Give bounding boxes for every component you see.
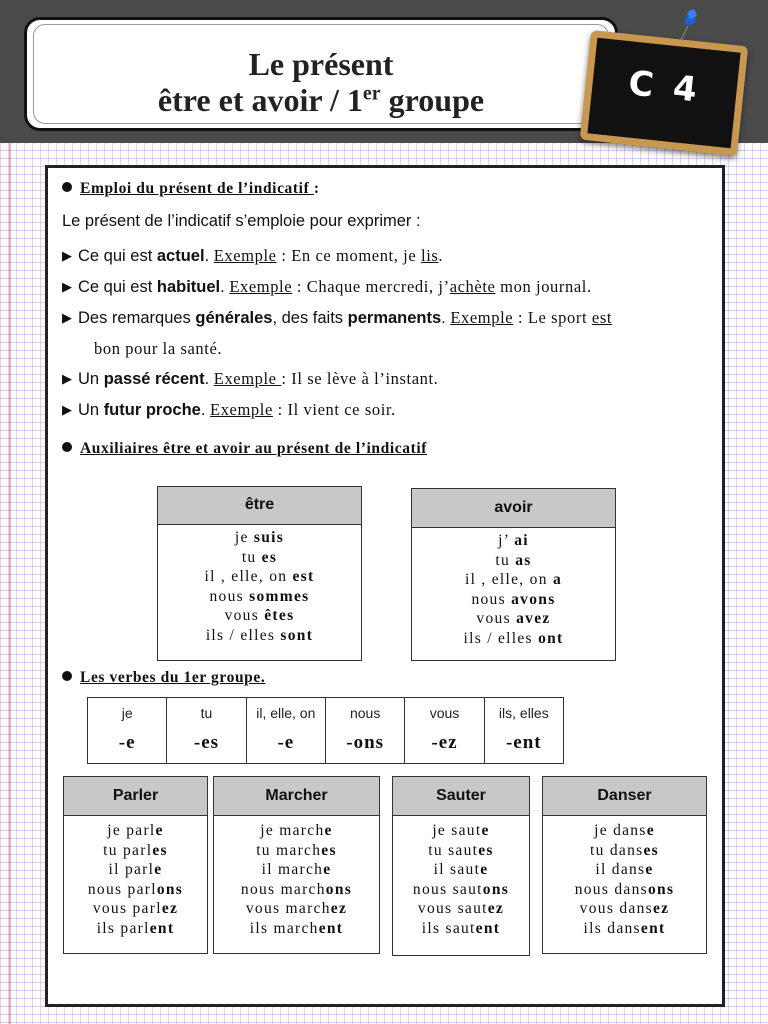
- conjugation-row: [543, 880, 706, 900]
- ending-cell: [247, 698, 326, 763]
- pronoun: vous: [476, 610, 517, 628]
- pronoun: je: [594, 822, 614, 839]
- usage-item-general-continuation: bon pour la santé.: [94, 339, 223, 358]
- verb-ending: e: [324, 822, 333, 839]
- ending-suffix: -e: [118, 732, 136, 753]
- pronoun: tu: [428, 841, 449, 859]
- conjugation-row: [543, 919, 706, 939]
- triangle-bullet-icon: ▶: [62, 310, 72, 325]
- verb-stem: saut: [450, 861, 481, 879]
- verb-table-parler: [63, 776, 208, 954]
- usage-item-futur-proche: ▶ Un futur proche. Exemple : Il vient ce soir.: [62, 400, 396, 419]
- endings-table: [87, 697, 564, 764]
- conjugation-row: [393, 860, 529, 880]
- verb-ending: ent: [475, 919, 501, 937]
- verb-ending: e: [323, 861, 332, 879]
- pronoun: vous: [579, 900, 620, 918]
- verb-stem: saut: [445, 919, 476, 937]
- pronoun: nous: [412, 880, 453, 898]
- pronoun: il: [261, 861, 278, 879]
- table-header: Parler: [64, 777, 207, 816]
- ending-cell: [485, 698, 563, 763]
- conjugation-row: [158, 548, 361, 568]
- table-body: [412, 528, 615, 649]
- pronoun: vous: [92, 900, 133, 918]
- verb-ending: es: [321, 841, 337, 859]
- verb-form: es: [261, 548, 278, 566]
- pronoun: ils: [249, 919, 274, 937]
- conjugation-row: [64, 899, 207, 919]
- title-superscript: er: [362, 82, 381, 105]
- verb-form: sommes: [249, 587, 310, 605]
- conjugation-row: [158, 626, 361, 646]
- usage-item-general: ▶ Des remarques générales, des faits permanents. Exemple : Le sport est: [62, 308, 613, 327]
- verb-stem: parl: [132, 900, 162, 918]
- conjugation-row: [412, 531, 615, 551]
- table-header: avoir: [412, 489, 615, 528]
- ending-suffix: -ent: [505, 732, 542, 753]
- conjugation-table-etre: [157, 486, 362, 661]
- verb-form: as: [515, 551, 532, 569]
- verb-form: ont: [538, 629, 564, 647]
- conjugation-row: [412, 609, 615, 629]
- bullet-icon: [62, 182, 72, 192]
- verb-stem: dans: [609, 841, 644, 859]
- verb-ending: ons: [647, 880, 675, 898]
- pronoun: nous: [471, 590, 512, 608]
- pronoun: tu: [241, 548, 262, 566]
- conjugation-row: [543, 899, 706, 919]
- ending-pronoun: je: [121, 705, 133, 721]
- verb-stem: dans: [614, 880, 648, 898]
- conjugation-row: [543, 821, 706, 841]
- conjugation-row: [412, 629, 615, 649]
- table-body: [158, 525, 361, 646]
- verb-stem: parl: [126, 822, 156, 839]
- verb-stem: march: [276, 841, 322, 859]
- verb-ending: ons: [325, 880, 353, 898]
- verb-ending: ent: [149, 919, 175, 937]
- verb-ending: ent: [640, 919, 666, 937]
- verb-stem: parl: [124, 861, 155, 879]
- conjugation-row: [214, 821, 379, 841]
- conjugation-row: [214, 919, 379, 939]
- triangle-bullet-icon: ▶: [62, 248, 72, 263]
- verb-stem: parl: [127, 880, 157, 898]
- ending-suffix: -ez: [431, 732, 458, 753]
- conjugation-row: [393, 821, 529, 841]
- margin-line: [9, 142, 11, 1024]
- pronoun: vous: [224, 607, 265, 625]
- verb-stem: march: [280, 880, 326, 898]
- conjugation-row: [64, 841, 207, 861]
- triangle-bullet-icon: ▶: [62, 279, 72, 294]
- section-heading-auxiliaires: Auxiliaires être et avoir au présent de l’indicatif: [62, 440, 427, 458]
- pronoun: je: [107, 822, 127, 839]
- conjugation-row: [158, 567, 361, 587]
- ending-cell: [405, 698, 484, 763]
- conjugation-row: [214, 899, 379, 919]
- section-heading-premier-groupe: Les verbes du 1er groupe.: [62, 669, 265, 687]
- verb-stem: dans: [607, 919, 641, 937]
- pronoun: tu: [256, 841, 277, 859]
- pronoun: ils: [421, 919, 446, 937]
- verb-ending: e: [155, 822, 164, 839]
- conjugation-row: [543, 860, 706, 880]
- conjugation-row: [64, 880, 207, 900]
- pronoun: vous: [417, 900, 458, 918]
- pronoun: ils / elles: [463, 629, 539, 647]
- ending-suffix: -ons: [346, 732, 385, 753]
- conjugation-row: [214, 841, 379, 861]
- verb-table-sauter: [392, 776, 530, 956]
- verb-ending: es: [478, 841, 494, 859]
- conjugation-row: [393, 919, 529, 939]
- conjugation-row: [412, 570, 615, 590]
- verb-ending: ez: [487, 900, 505, 918]
- ending-pronoun: vous: [429, 705, 460, 721]
- verb-ending: e: [481, 822, 490, 839]
- verb-ending: ez: [330, 900, 348, 918]
- ending-suffix: -e: [277, 732, 295, 753]
- title-line-2-text: être et avoir / 1: [157, 82, 363, 118]
- verb-stem: dans: [611, 861, 646, 879]
- verb-table-danser: [542, 776, 707, 954]
- verb-form: ai: [514, 532, 529, 549]
- verb-stem: march: [273, 919, 319, 937]
- pronoun: il , elle, on: [204, 568, 293, 586]
- verb-form: avons: [511, 590, 556, 608]
- table-header: Danser: [543, 777, 706, 816]
- pronoun: tu: [590, 841, 610, 859]
- verb-form: a: [552, 571, 562, 589]
- triangle-bullet-icon: ▶: [62, 371, 72, 386]
- conjugation-row: [64, 860, 207, 880]
- triangle-bullet-icon: ▶: [62, 402, 72, 417]
- pronoun: j’: [498, 532, 515, 549]
- verb-stem: saut: [452, 880, 483, 898]
- verb-form: êtes: [264, 607, 295, 625]
- pronoun: il , elle, on: [465, 571, 553, 589]
- title-box: [24, 17, 618, 131]
- verb-stem: saut: [451, 822, 482, 839]
- verb-ending: ez: [652, 900, 670, 918]
- ending-cell: [326, 698, 405, 763]
- pronoun: nous: [209, 587, 250, 605]
- bullet-icon: [62, 671, 72, 681]
- pronoun: je: [260, 822, 280, 839]
- pronoun: ils: [96, 919, 121, 937]
- title-line-2-end: groupe: [380, 82, 485, 118]
- verb-table-marcher: [213, 776, 380, 954]
- verb-stem: dans: [613, 822, 647, 839]
- verb-ending: e: [480, 861, 489, 879]
- conjugation-row: [64, 821, 207, 841]
- verb-stem: march: [285, 900, 331, 918]
- pronoun: il: [108, 861, 125, 879]
- verb-ending: e: [154, 861, 163, 879]
- title-line-1: Le présent: [248, 46, 394, 82]
- pronoun: je: [234, 529, 254, 546]
- section-heading-emploi: Emploi du présent de l’indicatif :: [62, 180, 320, 198]
- verb-form: sont: [280, 626, 314, 644]
- verb-stem: saut: [448, 841, 479, 859]
- conjugation-table-avoir: [411, 488, 616, 661]
- pronoun: nous: [240, 880, 281, 898]
- ending-cell: [88, 698, 167, 763]
- pronoun: ils / elles: [205, 626, 281, 644]
- intro-text: Le présent de l’indicatif s’emploie pour exprimer :: [62, 212, 421, 230]
- table-header: Marcher: [214, 777, 379, 816]
- pronoun: nous: [87, 880, 128, 898]
- verb-stem: parl: [123, 841, 153, 859]
- verb-stem: saut: [457, 900, 488, 918]
- table-header: être: [158, 487, 361, 525]
- bullet-icon: [62, 442, 72, 452]
- verb-ending: e: [646, 822, 655, 839]
- verb-ending: ons: [482, 880, 510, 898]
- verb-form: avez: [516, 610, 551, 628]
- pushpin-icon: [672, 8, 702, 42]
- table-body: [64, 816, 207, 939]
- conjugation-row: [64, 919, 207, 939]
- conjugation-row: [158, 528, 361, 548]
- verb-ending: ent: [318, 919, 344, 937]
- usage-item-habituel: ▶ Ce qui est habituel. Exemple : Chaque mercredi, j’achète mon journal.: [62, 277, 592, 296]
- ending-pronoun: nous: [349, 705, 381, 721]
- title-line-2: [27, 82, 615, 119]
- usage-item-actuel: ▶ Ce qui est actuel. Exemple : En ce moment, je lis.: [62, 246, 444, 265]
- verb-ending: ons: [156, 880, 184, 898]
- pronoun: il: [433, 861, 451, 879]
- ending-suffix: -es: [193, 732, 220, 753]
- ending-pronoun: tu: [200, 705, 213, 721]
- conjugation-row: [393, 899, 529, 919]
- verb-stem: march: [279, 822, 325, 839]
- table-body: [393, 816, 529, 939]
- conjugation-row: [393, 880, 529, 900]
- table-body: [543, 816, 706, 939]
- verb-stem: march: [277, 861, 324, 879]
- verb-ending: es: [152, 841, 168, 859]
- pronoun: il: [595, 861, 612, 879]
- pronoun: vous: [245, 900, 286, 918]
- verb-stem: dans: [619, 900, 653, 918]
- ending-pronoun: ils, elles: [498, 705, 549, 721]
- conjugation-row: [158, 587, 361, 607]
- conjugation-row: [393, 841, 529, 861]
- pronoun: je: [432, 822, 452, 839]
- verb-ending: e: [645, 861, 654, 879]
- conjugation-row: [412, 590, 615, 610]
- pronoun: ils: [583, 919, 608, 937]
- verb-stem: parl: [120, 919, 150, 937]
- verb-ending: es: [643, 841, 659, 859]
- verb-form: suis: [253, 529, 285, 546]
- badge-label: C 4: [626, 63, 703, 111]
- table-body: [214, 816, 379, 939]
- chalkboard-badge: [580, 30, 749, 156]
- ending-cell: [167, 698, 246, 763]
- verb-ending: ez: [161, 900, 179, 918]
- verb-form: est: [292, 568, 315, 586]
- conjugation-row: [214, 860, 379, 880]
- usage-item-passe-recent: ▶ Un passé récent. Exemple : Il se lève à l’instant.: [62, 369, 439, 388]
- conjugation-row: [412, 551, 615, 571]
- pronoun: nous: [574, 880, 615, 898]
- conjugation-row: [158, 606, 361, 626]
- ending-pronoun: il, elle, on: [256, 705, 316, 721]
- conjugation-row: [543, 841, 706, 861]
- conjugation-row: [214, 880, 379, 900]
- pronoun: tu: [495, 551, 516, 569]
- pronoun: tu: [103, 841, 123, 859]
- table-header: Sauter: [393, 777, 529, 816]
